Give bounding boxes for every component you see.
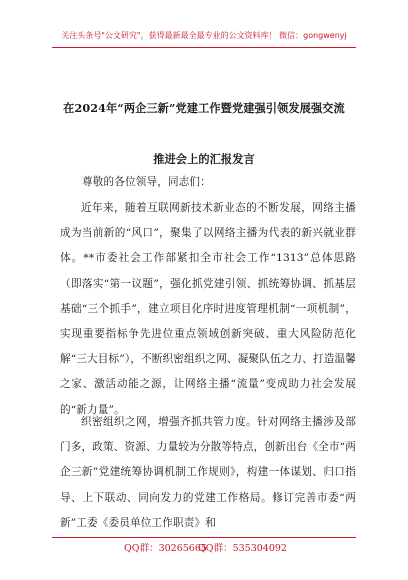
- document-title-line1: 在2024年“两企三新”党建工作暨党建强引领发展强交流: [63, 101, 345, 115]
- footer-qq-group-1: QQ群：30265665: [124, 543, 207, 554]
- document-title-line2: 推进会上的汇报发言: [153, 152, 255, 166]
- footer-qq-group-2: QQ群：535304092: [198, 543, 287, 554]
- promo-banner: 关注头条号"公文研究"，获得最新最全最专业的公文资料库！ 微信：gongwenyj: [61, 31, 347, 40]
- body-paragraph-2: 织密组织之网，增强齐抓共管力度。针对网络主播涉及部门多，政策、资源、力量较为分散等特点，创新出台《全市“两企三新”党建统筹协调机制工作规则》，构建一体谋划、归口指导、上下联动、同向发力的党建工作格局。修订完善市委“两新”工委《委员单位工作职责》和: [60, 416, 356, 529]
- salutation: 尊敬的各位领导，同志们：: [82, 176, 211, 188]
- header-divider: [52, 47, 356, 48]
- body-paragraph-1: 近年来，随着互联网新技术新业态的不断发展，网络主播成为当前新的“风口”，聚集了以网络主播为代表的新兴就业群体。**市委社会工作部紧扣全市社会工作“1313”总体思路（即落实“第一议题”，强化抓党建引领、抓统筹协调、抓基层基础“三个抓手”，建立项目化序时进度管理机制“一项机制”，实现重要指标争先进位重点领域创新突破、重大风险防范化解“三大目标”），不断织密组织之网、凝聚队伍之力、打造温馨之家、激活动能之源，让网络主播“流量”变成助力社会发展的“新力量”。: [60, 202, 356, 416]
- footer-divider: [52, 537, 356, 538]
